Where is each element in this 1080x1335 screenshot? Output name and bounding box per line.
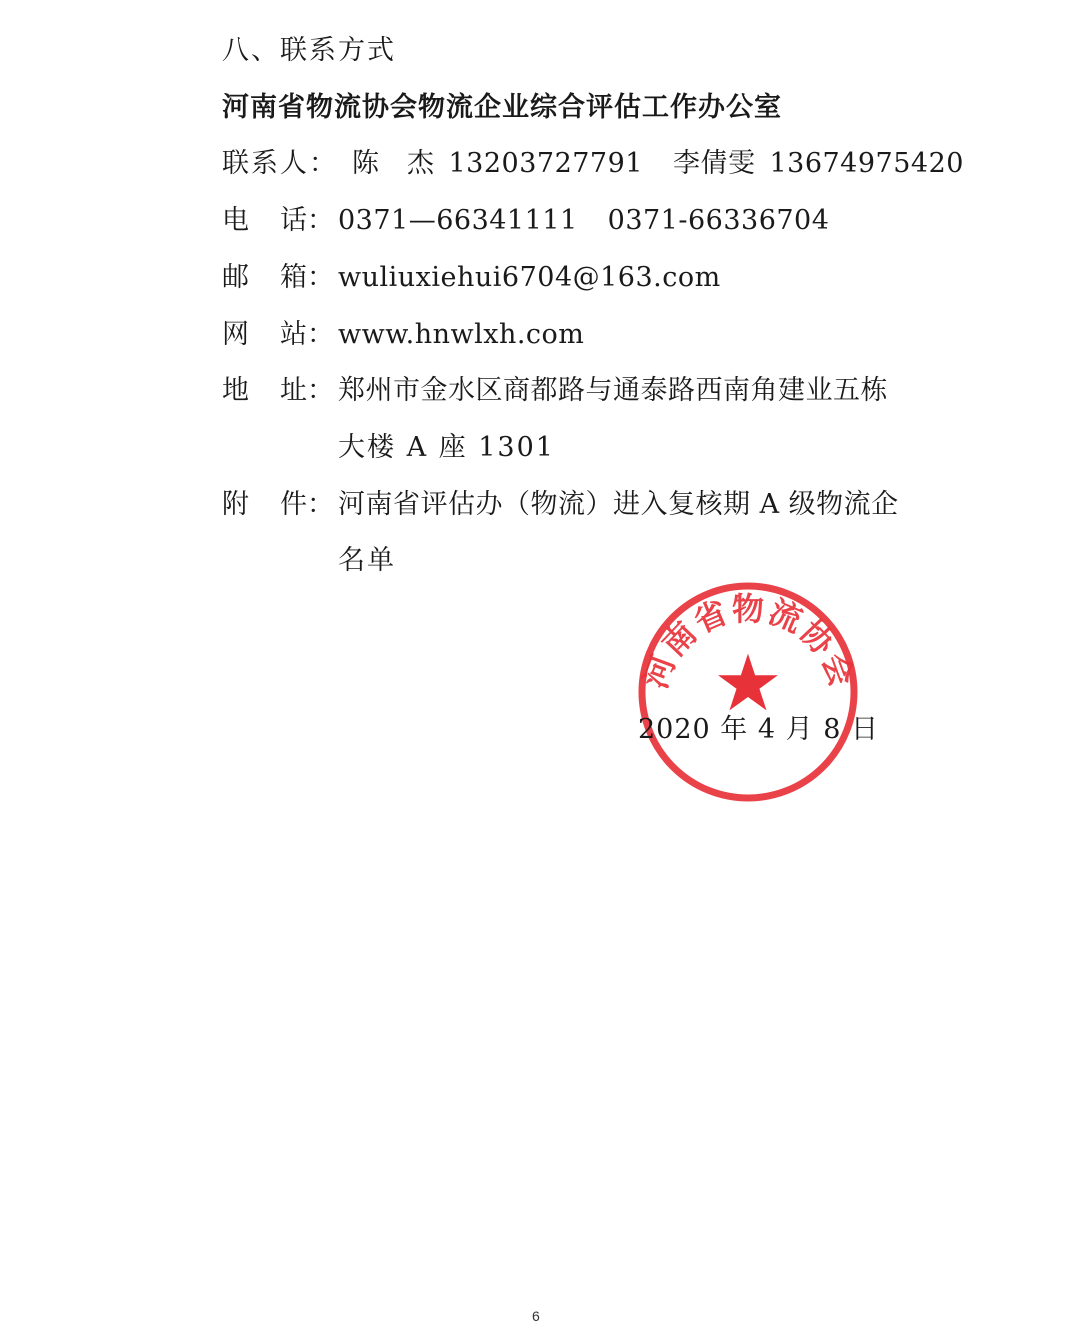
website-label: 网 站： [222, 319, 334, 350]
website-row [222, 315, 584, 355]
attachment-row [222, 485, 899, 525]
page-number: 6 [532, 1308, 540, 1324]
organization-name: 河南省物流协会物流企业综合评估工作办公室 [222, 92, 782, 123]
phone-label: 电 话： [222, 205, 334, 236]
address-row [222, 371, 888, 411]
attachment-label: 附 件： [222, 489, 334, 520]
email-label: 邮 箱： [222, 262, 334, 293]
phone-row [222, 201, 829, 241]
contact-person1-phone: 13203727791 [448, 148, 643, 179]
phone-value-1: 0371—66341111 [338, 205, 578, 236]
address-line-1: 郑州市金水区商都路与通泰路西南角建业五栋 [338, 375, 888, 406]
attachment-line-1: 河南省评估办（物流）进入复核期 A 级物流企 [338, 489, 899, 520]
contact-person-colon: ： [309, 148, 338, 179]
official-seal-icon [632, 576, 864, 808]
attachment-line-2: 名单 [338, 545, 396, 576]
section-heading: 八、联系方式 [222, 35, 396, 66]
address-line-2: 大楼 A 座 1301 [338, 432, 555, 463]
document-date: 2020 年 4 月 8 日 [638, 714, 879, 745]
contact-person1-name: 陈 杰 [352, 148, 435, 179]
contact-person2-name: 李倩雯 [672, 148, 756, 179]
email-row [222, 258, 721, 298]
contact-person2-phone: 13674975420 [769, 148, 964, 179]
seal-text: 河南省物流协会 [636, 589, 862, 694]
email-value: wuliuxiehui6704@163.com [338, 262, 721, 293]
website-value: www.hnwlxh.com [338, 319, 585, 350]
phone-value-2: 0371-66336704 [607, 205, 830, 236]
contact-person-row [222, 144, 964, 184]
address-label: 地 址： [222, 375, 334, 406]
seal-star-icon: ★ [713, 639, 783, 729]
contact-person-label: 联系人 [222, 148, 309, 179]
